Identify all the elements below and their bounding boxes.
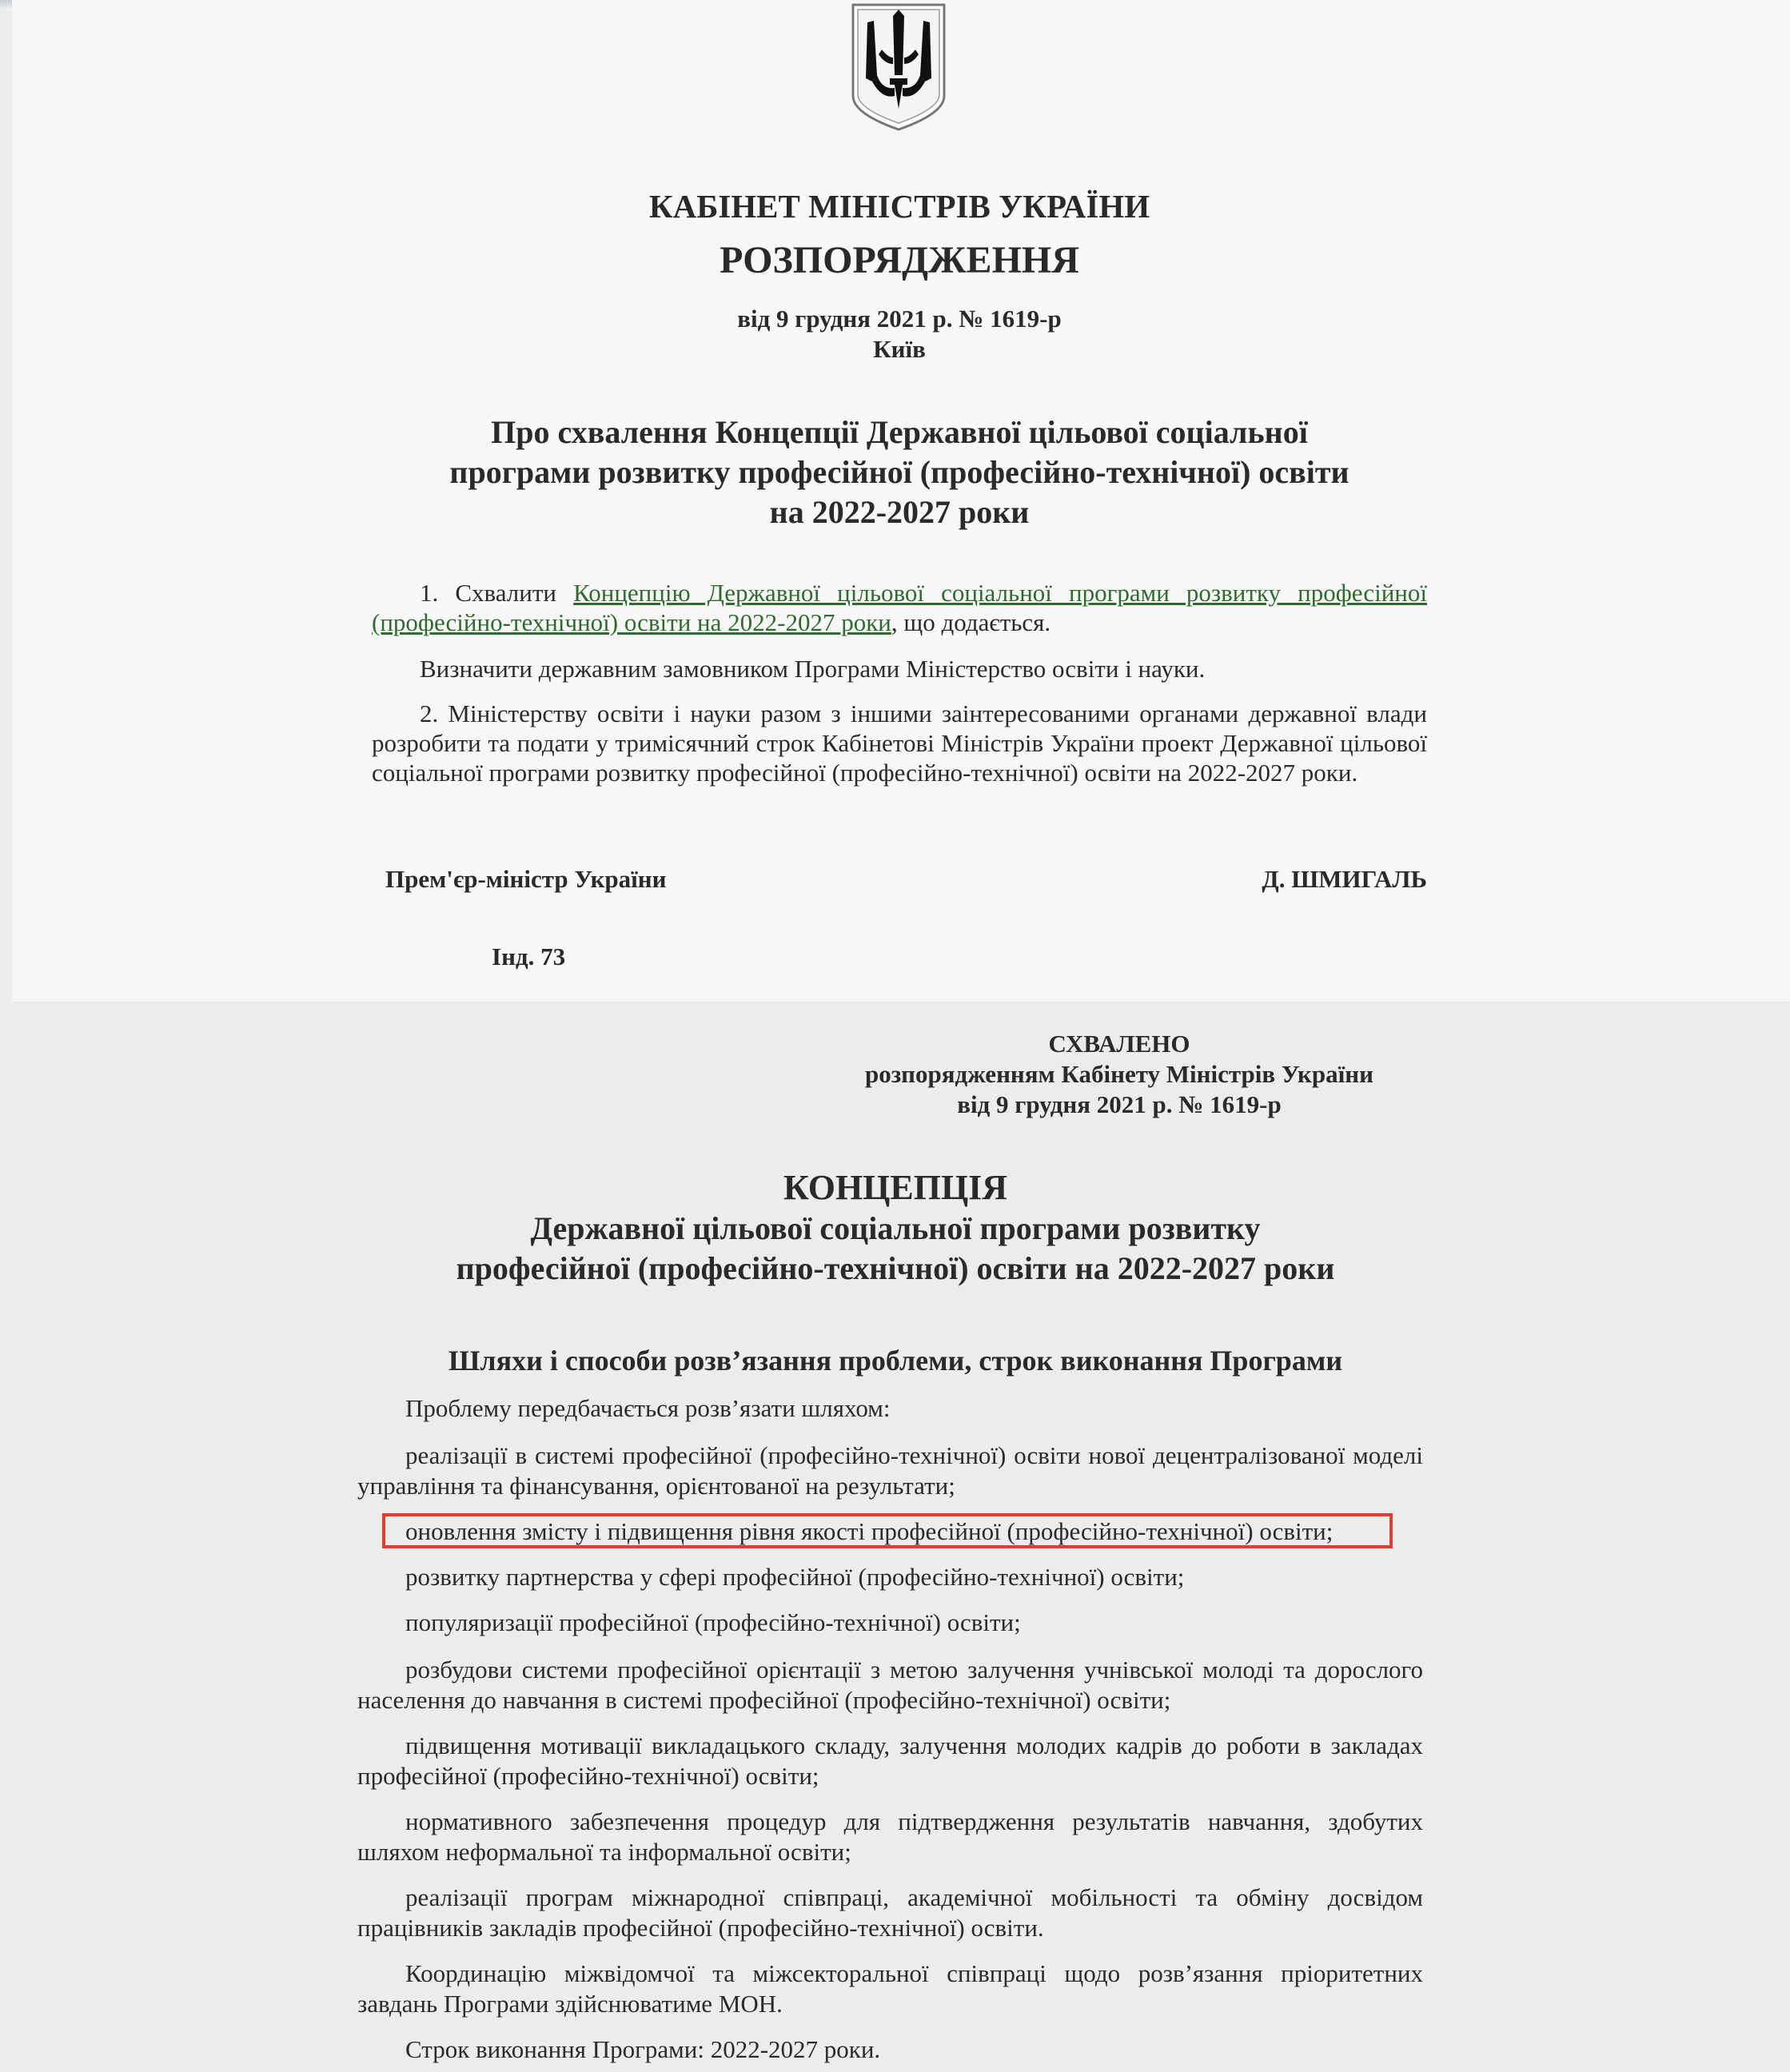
document-type-heading: РОЗПОРЯДЖЕННЯ <box>720 239 1079 281</box>
order-title-line: програми розвитку професійної (професійно-технічної) освіти <box>449 454 1349 490</box>
order-title-line: на 2022-2027 роки <box>769 494 1030 530</box>
concept-paragraph: розвитку партнерства у сфері професійної (професійно-технічної) освіти; <box>405 1563 1185 1591</box>
order-item-1-customer: Визначити державним замовником Програми Міністерство освіти і науки. <box>420 655 1206 683</box>
order-city: Київ <box>873 335 926 363</box>
concept-paragraph-highlighted: оновлення змісту і підвищення рівня якості професійної (професійно-технічної) освіти; <box>405 1517 1334 1545</box>
concept-paragraph: популяризації професійної (професійно-технічної) освіти; <box>405 1608 1021 1636</box>
approval-label: СХВАЛЕНО <box>1048 1030 1190 1058</box>
concept-link[interactable]: Концепцію Державної цільової соціальної програми розвитку професійної (професійно-технічної) освіти на 2022-2027 роки <box>372 579 1428 636</box>
concept-subtitle-line: професійної (професійно-технічної) освіти на 2022-2027 роки <box>456 1250 1335 1286</box>
order-item-1-suffix: , що додається. <box>891 608 1051 636</box>
order-item-2: 2. Міністерству освіти і науки разом з іншими заінтересованими органами державної влади розробити та подати у тримісячний строк Кабінетові Міністрів України проект Державної цільової соціальної програми розвитку професійної (професійно-технічної) освіти на 2022-2027 роки. <box>372 699 1427 787</box>
concept-paragraph: Координацію міжвідомчої та міжсекторальної співпраці щодо розв’язання пріоритетних завдань Програми здійснюватиме МОН. <box>357 1959 1423 2018</box>
cabinet-heading: КАБІНЕТ МІНІСТРІВ УКРАЇНИ <box>648 188 1150 225</box>
concept-paragraph: реалізації програм міжнародної співпраці, академічної мобільності та обміну досвідом працівників закладів професійної (професійно-технічної) освіти. <box>357 1883 1423 1942</box>
concept-title: КОНЦЕПЦІЯ <box>783 1168 1008 1207</box>
section-heading: Шляхи і способи розв’язання проблеми, строк виконання Програми <box>448 1345 1343 1377</box>
concept-subtitle-line: Державної цільової соціальної програми розвитку <box>530 1210 1261 1246</box>
highlight-box <box>382 1513 1393 1548</box>
signer-title: Прем'єр-міністр України <box>385 865 667 893</box>
concept-paragraph: реалізації в системі професійної (професійно-технічної) освіти нової децентралізованої моделі управління та фінансування, орієнтованої на результати; <box>357 1441 1423 1500</box>
concept-paragraph: Проблему передбачається розв’язати шляхом: <box>405 1394 891 1422</box>
concept-paragraph: підвищення мотивації викладацького складу, залучення молодих кадрів до роботи в закладах професійної (професійно-технічної) освіти; <box>357 1731 1423 1790</box>
order-date-number: від 9 грудня 2021 р. № 1619-р <box>737 305 1062 333</box>
order-item-1-prefix: 1. Схвалити <box>420 579 574 607</box>
order-item-1 <box>372 578 1427 637</box>
approval-by: розпорядженням Кабінету Міністрів України <box>864 1060 1373 1088</box>
order-title <box>368 412 1431 532</box>
signer-name: Д. ШМИГАЛЬ <box>1262 865 1427 893</box>
trident-icon <box>850 2 947 131</box>
concept-paragraph: Строк виконання Програми: 2022-2027 роки. <box>405 2035 881 2063</box>
document-index: Інд. 73 <box>492 942 566 970</box>
concept-subtitle <box>320 1209 1471 1289</box>
concept-paragraph: нормативного забезпечення процедур для підтвердження результатів навчання, здобутих шляхом неформальної та інформальної освіти; <box>357 1807 1423 1866</box>
order-title-line: Про схвалення Концепції Державної цільової соціальної <box>491 414 1308 450</box>
approval-date-number: від 9 грудня 2021 р. № 1619-р <box>957 1090 1282 1118</box>
concept-paragraph: розбудови системи професійної орієнтації з метою залучення учнівської молоді та дорослого населення до навчання в системі професійної (професійно-технічної) освіти; <box>357 1656 1423 1714</box>
